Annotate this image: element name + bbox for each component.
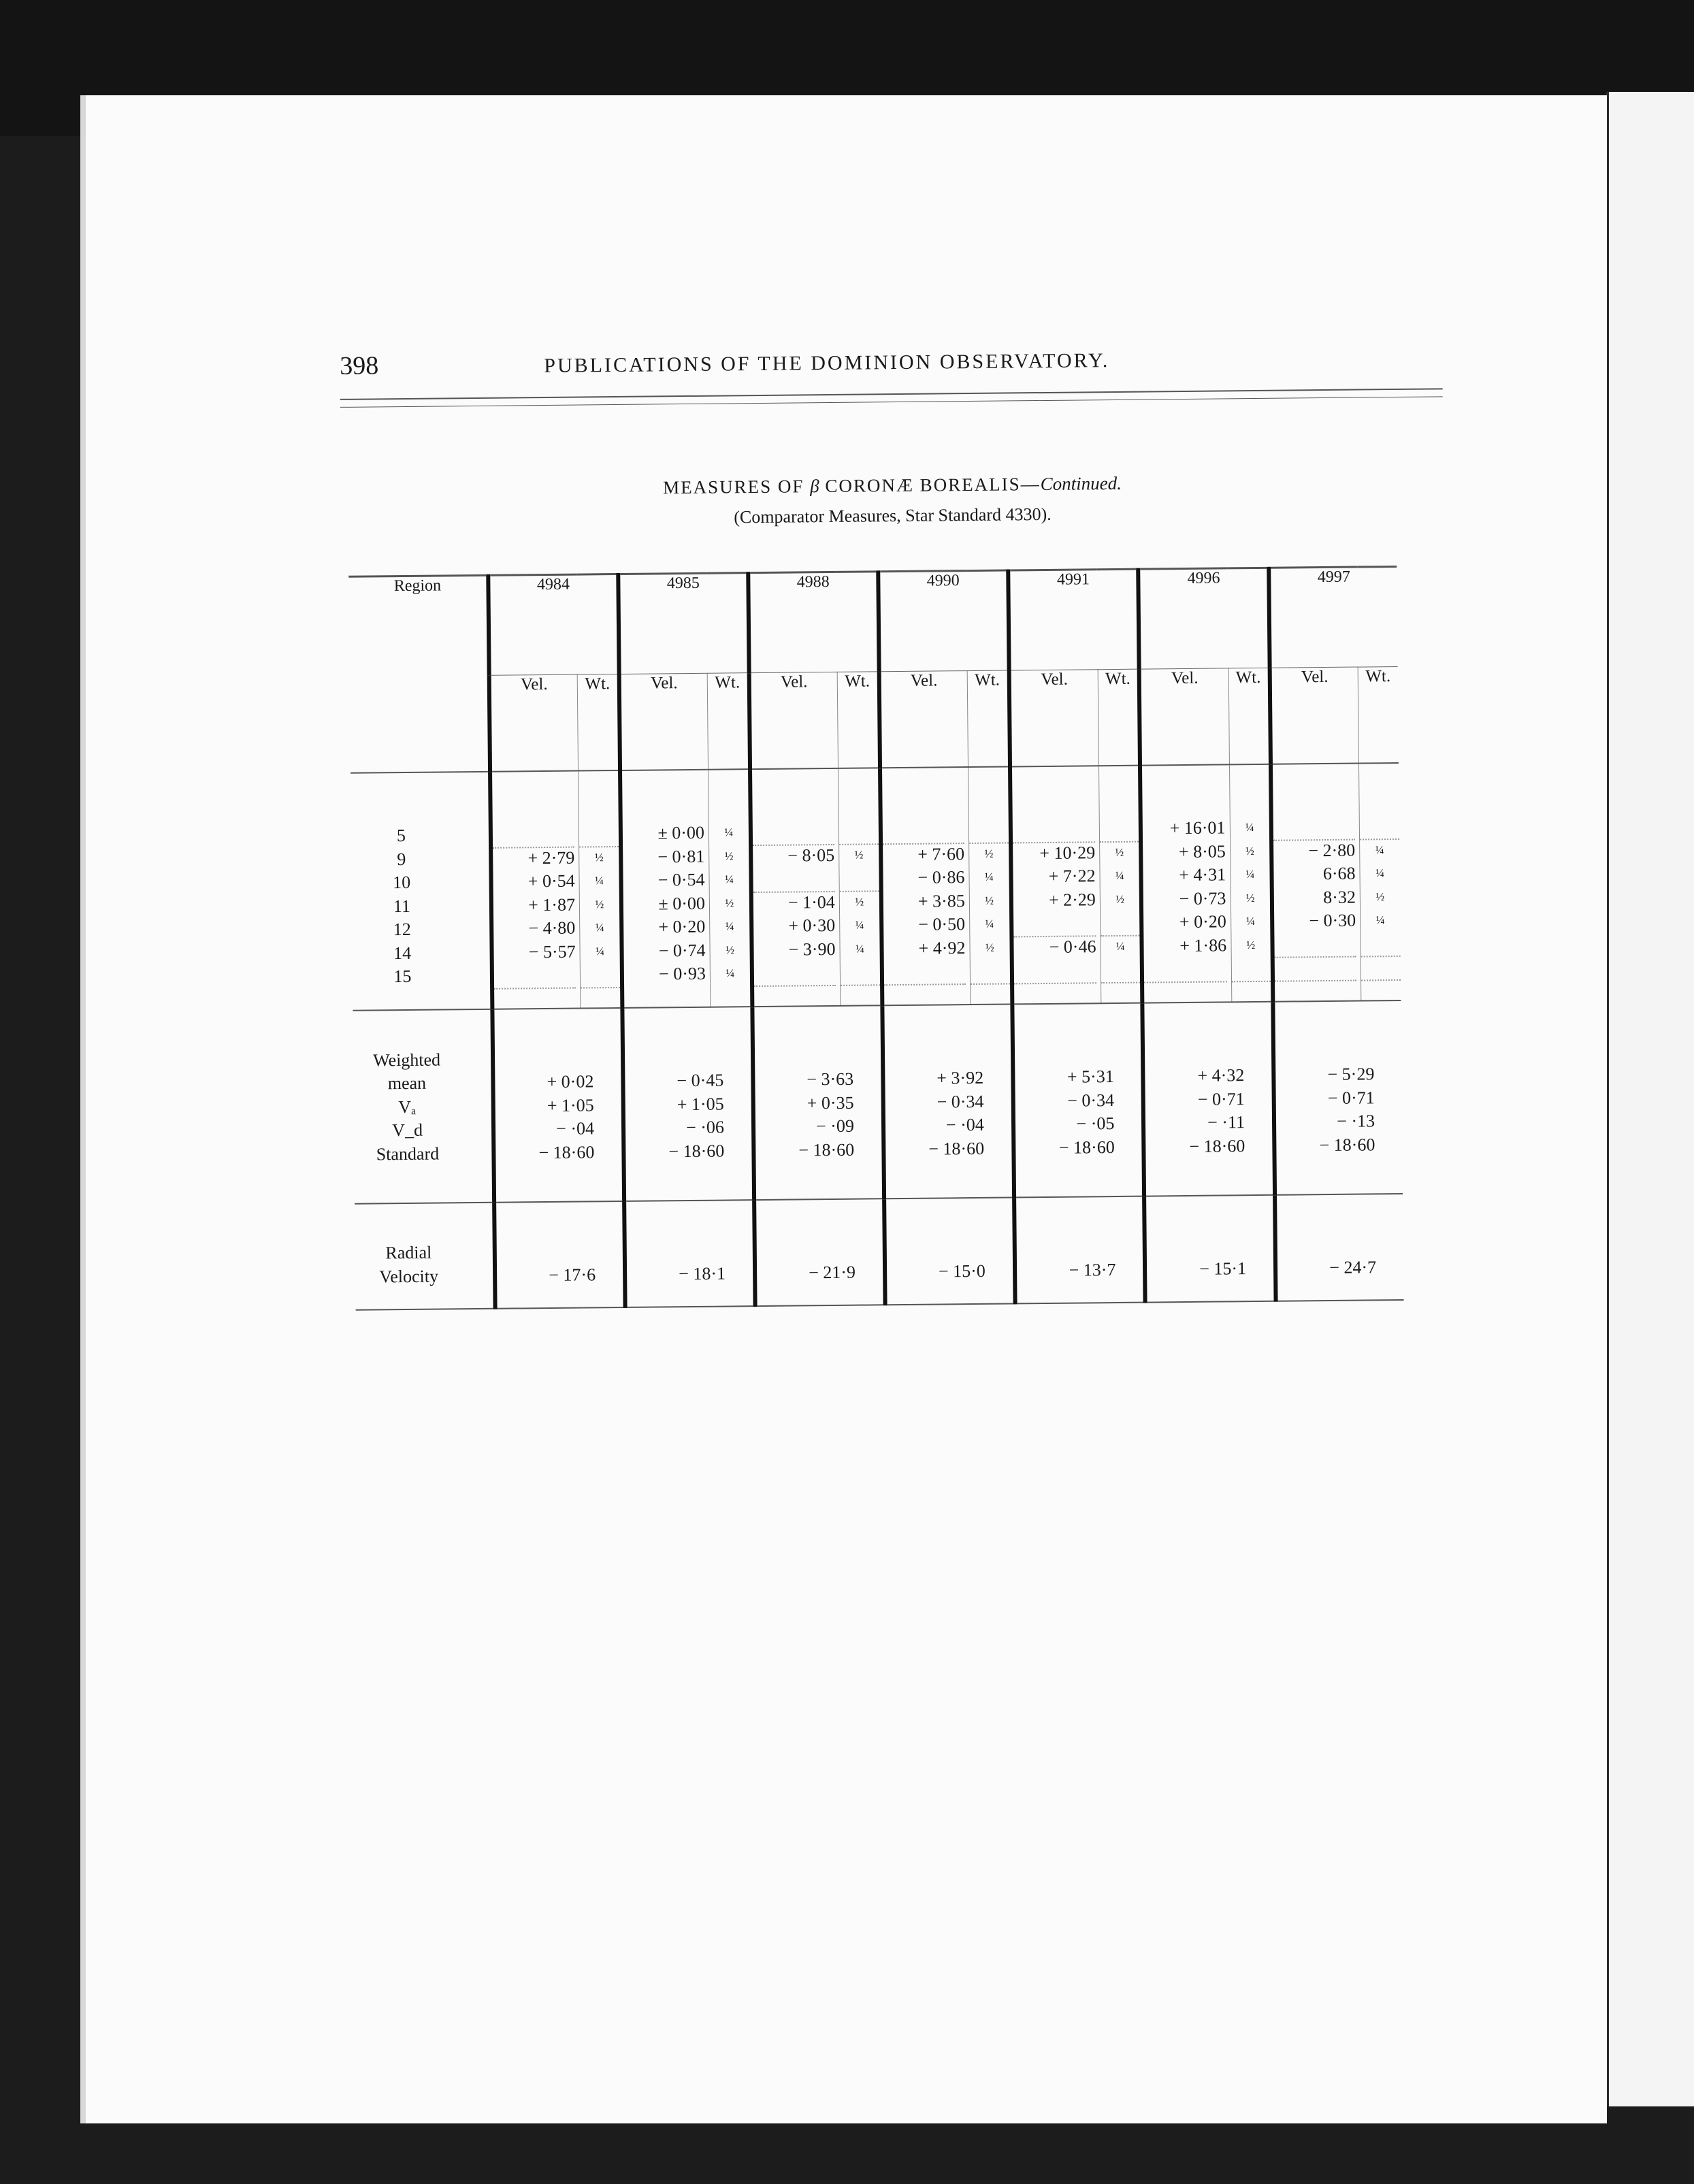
velocity-value: − 0·50 bbox=[918, 914, 966, 934]
table-subtitle: (Comparator Measures, Star Standard 4330). bbox=[734, 504, 1052, 527]
velocity-column bbox=[880, 767, 971, 1005]
caption-title-b: CORONÆ BOREALIS— bbox=[825, 474, 1041, 497]
dotted-leader bbox=[754, 961, 836, 987]
radial-velocity-cell bbox=[494, 1201, 625, 1309]
velocity-value: + 0·20 bbox=[658, 916, 706, 937]
velocity-value: − 2·80 bbox=[1308, 840, 1356, 860]
dotted-leader bbox=[1360, 815, 1399, 840]
weight-value: ½ bbox=[1115, 892, 1125, 906]
weight-value: ¼ bbox=[726, 966, 735, 980]
velocity-value: + 7·22 bbox=[1048, 866, 1096, 886]
radial-velocity-value: − 17·6 bbox=[549, 1264, 596, 1285]
summary-value: − 18·60 bbox=[1319, 1134, 1375, 1155]
weight-value: ¼ bbox=[985, 917, 994, 930]
region-number: 15 bbox=[393, 966, 412, 987]
wt-header: Wt. bbox=[837, 672, 880, 768]
weight-value: ¼ bbox=[596, 944, 605, 958]
velocity-value: − 0·30 bbox=[1309, 910, 1356, 931]
radial-velocity-cell bbox=[884, 1197, 1015, 1305]
velocity-value: + 2·79 bbox=[527, 847, 575, 868]
velocity-column bbox=[1140, 764, 1231, 1003]
dotted-leader bbox=[839, 866, 879, 892]
vel-header: Vel. bbox=[879, 671, 968, 768]
velocity-value: − 8·05 bbox=[787, 845, 835, 866]
velocity-column bbox=[750, 768, 841, 1007]
velocity-value: + 3·85 bbox=[917, 890, 965, 911]
weight-value: ¼ bbox=[855, 918, 864, 932]
summary-value: − ·11 bbox=[1207, 1112, 1245, 1132]
dotted-leader bbox=[1274, 932, 1356, 958]
velocity-value: ± 0·00 bbox=[658, 893, 706, 913]
summary-value: + 1·05 bbox=[547, 1094, 594, 1115]
weight-column bbox=[1358, 763, 1401, 1000]
summary-column bbox=[882, 1004, 1014, 1199]
velocity-value: + 4·92 bbox=[918, 937, 966, 958]
summary-value: − 18·60 bbox=[1058, 1137, 1115, 1158]
velocity-value: − 4·80 bbox=[528, 917, 576, 939]
velocity-value: − 0·46 bbox=[1049, 936, 1096, 957]
dotted-leader bbox=[884, 960, 966, 985]
page-content bbox=[72, 87, 1618, 2130]
weight-column bbox=[1229, 764, 1273, 1002]
radial-velocity-value: − 21·9 bbox=[808, 1262, 856, 1282]
caption-title-a: MEASURES OF bbox=[663, 476, 804, 498]
wt-header: Wt. bbox=[1228, 668, 1271, 764]
dotted-leader bbox=[1361, 956, 1401, 981]
summary-value: − 18·60 bbox=[928, 1138, 985, 1159]
velocity-value: + 2·29 bbox=[1048, 889, 1096, 910]
velocity-value: − 1·04 bbox=[787, 892, 835, 913]
facing-page-edge bbox=[1606, 92, 1694, 2106]
dotted-leader bbox=[1012, 817, 1095, 843]
rv-spacer bbox=[757, 1237, 856, 1262]
weight-value: ½ bbox=[1375, 890, 1385, 903]
weight-value: ½ bbox=[726, 943, 734, 956]
weight-value: ¼ bbox=[984, 870, 994, 883]
weight-value: ½ bbox=[725, 896, 734, 909]
summary-value: + 0·35 bbox=[807, 1092, 854, 1113]
summary-row bbox=[353, 1000, 1403, 1203]
weight-value: ½ bbox=[855, 895, 864, 909]
velocity-value: 6·68 bbox=[1322, 863, 1356, 884]
velocity-value: − 0·74 bbox=[658, 940, 706, 960]
wt-header: Wt. bbox=[707, 673, 750, 770]
summary-label: mean bbox=[387, 1073, 427, 1094]
summary-spacer bbox=[1145, 1040, 1244, 1064]
summary-value: − ·09 bbox=[815, 1115, 855, 1137]
dotted-leader bbox=[494, 964, 576, 990]
velocity-value: + 10·29 bbox=[1039, 842, 1096, 863]
velocity-column bbox=[1010, 766, 1101, 1004]
subheader-row bbox=[350, 666, 1399, 772]
velocity-value: + 16·01 bbox=[1169, 817, 1226, 838]
weight-value: ¼ bbox=[725, 919, 734, 933]
page-number: 398 bbox=[340, 351, 379, 380]
radial-velocity-cell bbox=[1144, 1195, 1275, 1303]
measures-table bbox=[348, 566, 1403, 1311]
region-number: 5 bbox=[396, 826, 406, 846]
radial-velocity-value: − 15·0 bbox=[938, 1260, 986, 1282]
radial-velocity-row bbox=[355, 1194, 1403, 1310]
weight-value: ¼ bbox=[855, 942, 864, 956]
summary-spacer bbox=[495, 1046, 593, 1071]
summary-label: Standard bbox=[376, 1143, 440, 1164]
weight-value: ½ bbox=[1115, 845, 1124, 859]
region-number: 14 bbox=[393, 943, 412, 963]
star-number-header: 4985 bbox=[618, 573, 749, 674]
rv-spacer bbox=[1277, 1232, 1376, 1256]
weight-column bbox=[838, 768, 882, 1005]
velocity-column bbox=[620, 770, 711, 1008]
velocity-value: 8·32 bbox=[1323, 887, 1356, 907]
caption-continued: Continued. bbox=[1040, 472, 1122, 495]
summary-column bbox=[752, 1005, 884, 1200]
measures-row bbox=[351, 763, 1401, 1010]
weight-value: ¼ bbox=[1375, 843, 1384, 856]
dotted-leader bbox=[581, 963, 620, 988]
running-header bbox=[340, 340, 1443, 392]
summary-value: + 1·05 bbox=[677, 1094, 724, 1114]
wt-header: Wt. bbox=[577, 674, 620, 770]
velocity-value: − 0·93 bbox=[658, 963, 706, 984]
radial-velocity-cell bbox=[1275, 1194, 1404, 1301]
weight-value: ½ bbox=[985, 941, 994, 954]
weight-value: ½ bbox=[724, 849, 734, 863]
star-number-header: 4997 bbox=[1269, 567, 1397, 668]
table-caption bbox=[341, 470, 1444, 502]
dotted-leader bbox=[1101, 958, 1141, 983]
radial-velocity-cell bbox=[1014, 1196, 1145, 1304]
dotted-leader bbox=[1144, 957, 1227, 983]
wt-header: Wt. bbox=[1358, 666, 1399, 763]
weight-value: ½ bbox=[984, 847, 994, 860]
velocity-value: − 0·73 bbox=[1179, 887, 1226, 909]
velocity-value: − 3·90 bbox=[788, 939, 836, 960]
velocity-column bbox=[490, 771, 581, 1009]
summary-column bbox=[622, 1007, 754, 1201]
velocity-value: + 7·60 bbox=[917, 843, 965, 864]
dotted-leader bbox=[1013, 911, 1096, 937]
weight-value: ½ bbox=[1245, 844, 1254, 858]
star-number-header: 4991 bbox=[1008, 569, 1139, 670]
dotted-leader bbox=[1273, 815, 1355, 841]
weight-value: ¼ bbox=[1245, 821, 1254, 834]
weight-value: ½ bbox=[985, 894, 994, 907]
weight-value: ¼ bbox=[1115, 939, 1125, 953]
summary-value: + 0·02 bbox=[547, 1071, 594, 1092]
vel-header: Vel. bbox=[1009, 670, 1098, 767]
velocity-value: − 0·81 bbox=[657, 846, 705, 866]
radial-velocity-value: − 15·1 bbox=[1199, 1258, 1247, 1279]
velocity-column bbox=[1271, 764, 1361, 1002]
weight-value: ¼ bbox=[1375, 866, 1384, 880]
weight-value: ¼ bbox=[1375, 913, 1385, 927]
weight-value: ¼ bbox=[1246, 915, 1255, 928]
summary-value: + 3·92 bbox=[936, 1067, 984, 1088]
star-number-header: 4988 bbox=[748, 572, 879, 673]
summary-value: − 18·60 bbox=[538, 1141, 595, 1162]
velocity-value: ± 0·00 bbox=[657, 822, 705, 843]
dotted-leader bbox=[1101, 911, 1140, 936]
velocity-value: + 4·31 bbox=[1179, 864, 1226, 885]
dotted-leader bbox=[969, 819, 1009, 844]
weight-value: ¼ bbox=[724, 826, 734, 839]
weight-value: ½ bbox=[854, 848, 864, 862]
wt-header: Wt. bbox=[967, 670, 1010, 767]
summary-value: − ·04 bbox=[945, 1114, 984, 1135]
velocity-value: + 0·20 bbox=[1179, 911, 1226, 932]
summary-spacer bbox=[1275, 1039, 1374, 1063]
weight-value: ½ bbox=[1245, 891, 1255, 904]
weight-value: ½ bbox=[594, 850, 604, 864]
summary-label: Vₐ bbox=[398, 1096, 417, 1117]
summary-value: − ·06 bbox=[685, 1117, 725, 1138]
rv-label: Velocity bbox=[379, 1266, 439, 1286]
caption-beta-symbol: β bbox=[810, 476, 819, 497]
vel-header: Vel. bbox=[619, 673, 708, 770]
summary-labels bbox=[353, 1009, 494, 1203]
velocity-value: + 1·87 bbox=[528, 894, 576, 915]
rv-labels bbox=[355, 1203, 495, 1310]
velocity-value: + 0·54 bbox=[527, 870, 575, 892]
rv-spacer bbox=[1016, 1235, 1115, 1259]
dotted-leader bbox=[1275, 956, 1356, 982]
region-number: 11 bbox=[393, 896, 411, 916]
summary-value: − 0·71 bbox=[1197, 1088, 1245, 1109]
dotted-leader bbox=[753, 820, 834, 846]
summary-column bbox=[1143, 1001, 1275, 1196]
summary-value: − 0·34 bbox=[1067, 1090, 1115, 1111]
running-title: PUBLICATIONS OF THE DOMINION OBSERVATORY. bbox=[544, 349, 1110, 378]
rv-spacer bbox=[497, 1239, 596, 1264]
summary-value: − 0·71 bbox=[1327, 1087, 1375, 1108]
summary-value: + 4·32 bbox=[1197, 1065, 1245, 1086]
rv-spacer bbox=[886, 1236, 985, 1260]
region-number: 12 bbox=[393, 919, 411, 940]
summary-value: − 0·45 bbox=[677, 1070, 724, 1091]
dotted-leader bbox=[883, 819, 964, 845]
summary-column bbox=[492, 1007, 624, 1202]
dotted-leader bbox=[841, 960, 880, 985]
summary-value: − 18·60 bbox=[668, 1141, 725, 1161]
vel-header: Vel. bbox=[1270, 667, 1359, 764]
radial-velocity-value: − 24·7 bbox=[1329, 1256, 1377, 1277]
summary-value: − 0·34 bbox=[936, 1091, 984, 1112]
star-number-header: 4984 bbox=[488, 574, 619, 675]
weight-value: ¼ bbox=[1115, 868, 1124, 882]
region-header: Region bbox=[348, 575, 490, 772]
velocity-value: − 0·86 bbox=[917, 867, 965, 887]
summary-value: − 5·29 bbox=[1327, 1064, 1375, 1085]
weight-value: ½ bbox=[1246, 938, 1256, 951]
star-number-header: 4990 bbox=[878, 570, 1009, 672]
document-page bbox=[80, 95, 1607, 2123]
dotted-leader bbox=[1231, 957, 1271, 982]
wt-header: Wt. bbox=[1098, 669, 1140, 766]
velocity-value: − 0·54 bbox=[657, 869, 705, 890]
weight-value: ¼ bbox=[1245, 868, 1255, 881]
vel-header: Vel. bbox=[1139, 668, 1229, 766]
rv-spacer bbox=[1147, 1233, 1246, 1258]
dotted-leader bbox=[493, 823, 574, 849]
region-list bbox=[351, 772, 492, 1010]
summary-spacer bbox=[1015, 1041, 1114, 1066]
summary-value: − ·13 bbox=[1337, 1111, 1375, 1131]
summary-spacer bbox=[755, 1043, 853, 1068]
weight-value: ¼ bbox=[595, 921, 604, 934]
velocity-value: + 0·30 bbox=[788, 915, 836, 936]
velocity-value: + 8·05 bbox=[1178, 841, 1226, 862]
dotted-leader bbox=[1100, 817, 1139, 843]
summary-label: Weighted bbox=[372, 1049, 441, 1070]
summary-value: − ·04 bbox=[556, 1118, 595, 1139]
summary-value: − 18·60 bbox=[798, 1139, 855, 1160]
velocity-value: + 1·86 bbox=[1179, 934, 1227, 956]
velocity-value: − 5·57 bbox=[528, 941, 576, 962]
vel-header: Vel. bbox=[749, 672, 838, 769]
summary-spacer bbox=[625, 1045, 723, 1069]
radial-velocity-cell bbox=[624, 1200, 755, 1307]
weight-column bbox=[968, 766, 1012, 1004]
weight-value: ¼ bbox=[725, 873, 734, 886]
dotted-leader bbox=[839, 819, 879, 845]
dotted-leader bbox=[1361, 932, 1400, 957]
summary-value: − 18·60 bbox=[1189, 1135, 1245, 1156]
star-number-header: 4996 bbox=[1139, 568, 1270, 669]
rv-label: Radial bbox=[385, 1242, 432, 1263]
weight-column bbox=[579, 770, 623, 1008]
dotted-leader bbox=[1013, 958, 1096, 984]
summary-column bbox=[1273, 1000, 1403, 1194]
summary-value: + 5·31 bbox=[1066, 1066, 1114, 1087]
weight-value: ¼ bbox=[595, 874, 604, 887]
region-number: 10 bbox=[392, 872, 411, 893]
weight-column bbox=[708, 769, 753, 1007]
dotted-leader bbox=[753, 867, 834, 893]
header-row bbox=[348, 567, 1397, 677]
summary-value: − ·05 bbox=[1076, 1113, 1115, 1134]
summary-label: V_d bbox=[392, 1120, 423, 1141]
weight-value: ½ bbox=[595, 897, 604, 911]
summary-value: − 3·63 bbox=[807, 1069, 854, 1090]
summary-spacer bbox=[885, 1042, 983, 1066]
region-number: 9 bbox=[397, 849, 406, 869]
dotted-leader bbox=[971, 959, 1010, 984]
radial-velocity-value: − 18·1 bbox=[679, 1263, 726, 1284]
vel-header: Vel. bbox=[489, 674, 579, 772]
radial-velocity-cell bbox=[754, 1199, 885, 1306]
summary-column bbox=[1012, 1003, 1144, 1197]
weight-column bbox=[1098, 766, 1142, 1003]
dotted-leader bbox=[579, 822, 619, 847]
rv-spacer bbox=[627, 1239, 726, 1263]
radial-velocity-value: − 13·7 bbox=[1069, 1259, 1116, 1280]
